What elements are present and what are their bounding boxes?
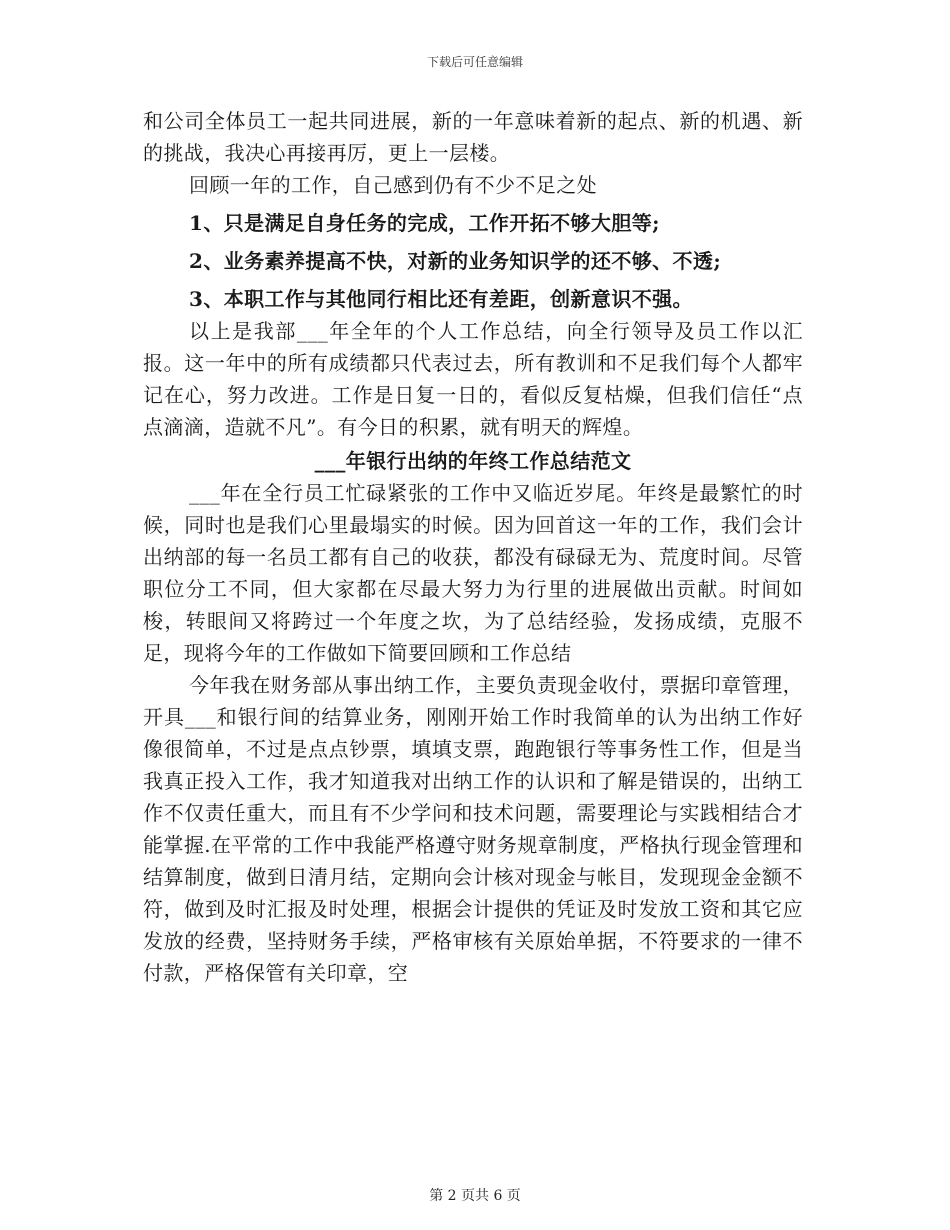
list-item-1: 1、只是满足自身任务的完成，工作开拓不够大胆等; — [189, 211, 660, 235]
paragraph-cashier-work: 今年我在财务部从事出纳工作，主要负责现金收付，票据印章管理，开具___和银行间的结算业务，刚刚开始工作时我简单的认为出纳工作好像很简单，不过是点点钞票，填填支票，跑跑银行等事务性工作，但是当我真正投入工作，我才知道我对出纳工作的认识和了解是错误的，出纳工作不仅责任重大，而且有不少学问和技术问题，需要理论与实践相结合才能掌握.在平常的工作中我能严格遵守财务规章制度，严格执行现金管理和结算制度，做到日清月结，定期向会计核对现金与帐目，发现现金金额不符，做到及时汇报及时处理，根据会计提供的凭证及时发放工资和其它应发放的经费，坚持财务手续，严格审核有关原始单据，不符要求的一律不付款，严格保管有关印章，空 — [143, 673, 803, 985]
paragraph-continuation: 和公司全体员工一起共同进展，新的一年意味着新的起点、新的机遇、新的挑战，我决心再接再厉，更上一层楼。 — [143, 109, 803, 165]
paragraph-review: 回顾一年的工作，自己感到仍有不少不足之处 — [189, 173, 597, 197]
list-item-3: 3、本职工作与其他同行相比还有差距，创新意识不强。 — [189, 287, 693, 311]
paragraph-summary: 以上是我部___年全年的个人工作总结，向全行领导及员工作以汇报。这一年中的所有成绩都只代表过去，所有教训和不足我们每个人都牢记在心，努力改进。工作是日复一日的，看似反复枯燥，但我们信任“点点滴滴，造就不凡”。有今日的积累，就有明天的辉煌。 — [143, 319, 803, 439]
list-item-2: 2、业务素养提高不快，对新的业务知识学的还不够、不透; — [189, 249, 722, 273]
paragraph-intro: ___年在全行员工忙碌紧张的工作中又临近岁尾。年终是最繁忙的时候，同时也是我们心里最塌实的时候。因为回首这一年的工作，我们会计出纳部的每一名员工都有自己的收获，都没有碌碌无为、荒度时间。尽管职位分工不同，但大家都在尽最大努力为行里的进展做出贡献。时间如梭，转眼间又将跨过一个年度之坎，为了总结经验，发扬成绩，克服不足，现将今年的工作做如下简要回顾和工作总结 — [143, 481, 803, 665]
page-footer: 第 2 页共 6 页 — [429, 1188, 521, 1204]
section-title: ___年银行出纳的年终工作总结范文 — [314, 449, 632, 473]
page-header: 下载后可任意编辑 — [426, 55, 523, 69]
document-body — [143, 105, 803, 989]
